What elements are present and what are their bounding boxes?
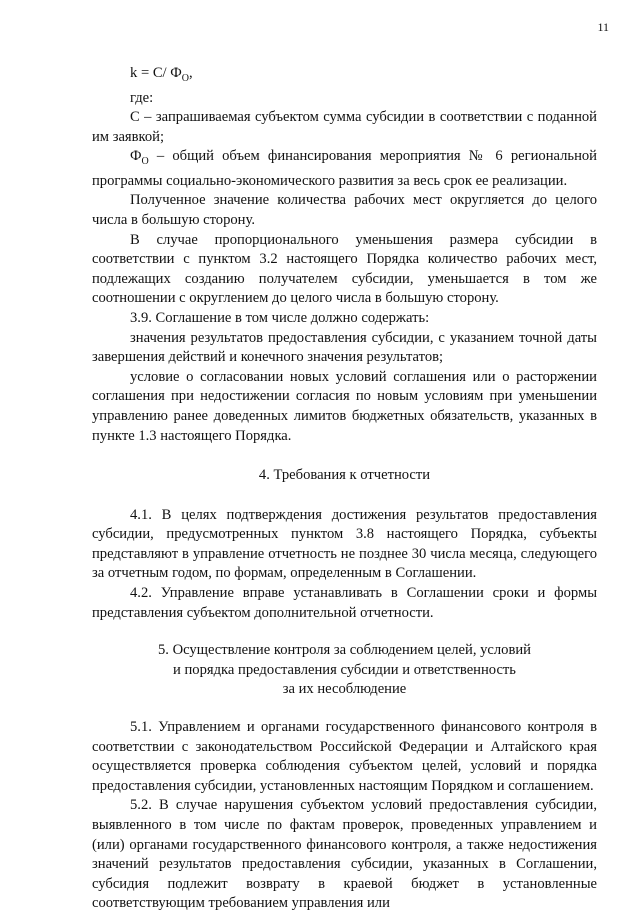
paragraph-c-definition: С – запрашиваемая субъектом сумма субсидии в соответствии с поданной им заявкой; <box>92 109 597 145</box>
section-5-title <box>92 641 597 700</box>
paragraph-3-9: 3.9. Соглашение в том числе должно содержать: <box>130 309 430 326</box>
fo-definition-text: – общий объем финансирования мероприятия № 6 региональной программы социально-экономического развития за весь срок ее реализации. <box>92 148 597 189</box>
spacer <box>92 623 597 641</box>
section-4-title: 4. Требования к отчетности <box>258 467 431 484</box>
paragraph-where: где: <box>130 89 154 106</box>
paragraph-agreement-conditions: условие о согласовании новых условий соглашения или о расторжении соглашения при недостижении согласия по новым условиям при уменьшении управлению ранее доведенных лимитов бюджетных обязательств, указанных в пункте 1.3 настоящего Порядка. <box>92 368 597 444</box>
section-5-title-line: 5. Осуществление контроля за соблюдением целей, условий <box>158 642 531 659</box>
formula <box>130 64 597 89</box>
paragraph-fo-definition <box>92 147 597 191</box>
fo-subscript: O <box>141 156 149 168</box>
formula-text: k = C/ Ф <box>130 65 182 81</box>
page-number: 11 <box>597 20 609 34</box>
paragraph-5-1: 5.1. Управлением и органами государственного финансового контроля в соответствии с законодательством Российской Федерации и Алтайского края осуществляется проверка соблюдения субъектом целей, условий и порядка предоставления субсидии, установленных настоящим Порядком и соглашением. <box>92 719 597 794</box>
paragraph-rounding: Полученное значение количества рабочих мест округляется до целого числа в большую сторону. <box>92 192 597 228</box>
section-5-title-line: за их несоблюдение <box>282 681 407 698</box>
paragraph-4-1: 4.1. В целях подтверждения достижения результатов предоставления субсидии, предусмотренных пунктом 3.8 настоящего Порядка, субъекты представляют в управление отчетность не позднее 30 числа месяца, следующего за отчетным годом, по формам, определенным в Соглашении. <box>92 506 597 582</box>
formula-tail: , <box>189 65 193 81</box>
paragraph-4-2: 4.2. Управление вправе устанавливать в Соглашении сроки и формы представления субъектом дополнительной отчетности. <box>92 585 597 621</box>
fo-symbol: Ф <box>130 148 142 165</box>
paragraph-results-values: значения результатов предоставления субсидии, с указанием точной даты завершения действий и конечного значения результатов; <box>92 329 597 366</box>
paragraph-proportional: В случае пропорционального уменьшения размера субсидии в соответствии с пунктом 3.2 настоящего Порядка количество рабочих мест, подлежащих созданию получателем субсидии, уменьшается в том же соотношении с округлением до целого числа в большую сторону. <box>92 231 597 307</box>
paragraph-5-2: 5.2. В случае нарушения субъектом условий предоставления субсидии, выявленного в том числе по фактам проверок, проведенных управлением и (или) органами государственного финансового контроля, а также недостижения значений результатов предоставления субсидии, указанных в Соглашении, субсидия подлежит возврату в краевой бюджет в установленные соответствующим требованием управления или <box>92 797 597 912</box>
formula-subscript: O <box>181 72 190 84</box>
section-5-title-line: и порядка предоставления субсидии и ответственность <box>173 661 516 678</box>
